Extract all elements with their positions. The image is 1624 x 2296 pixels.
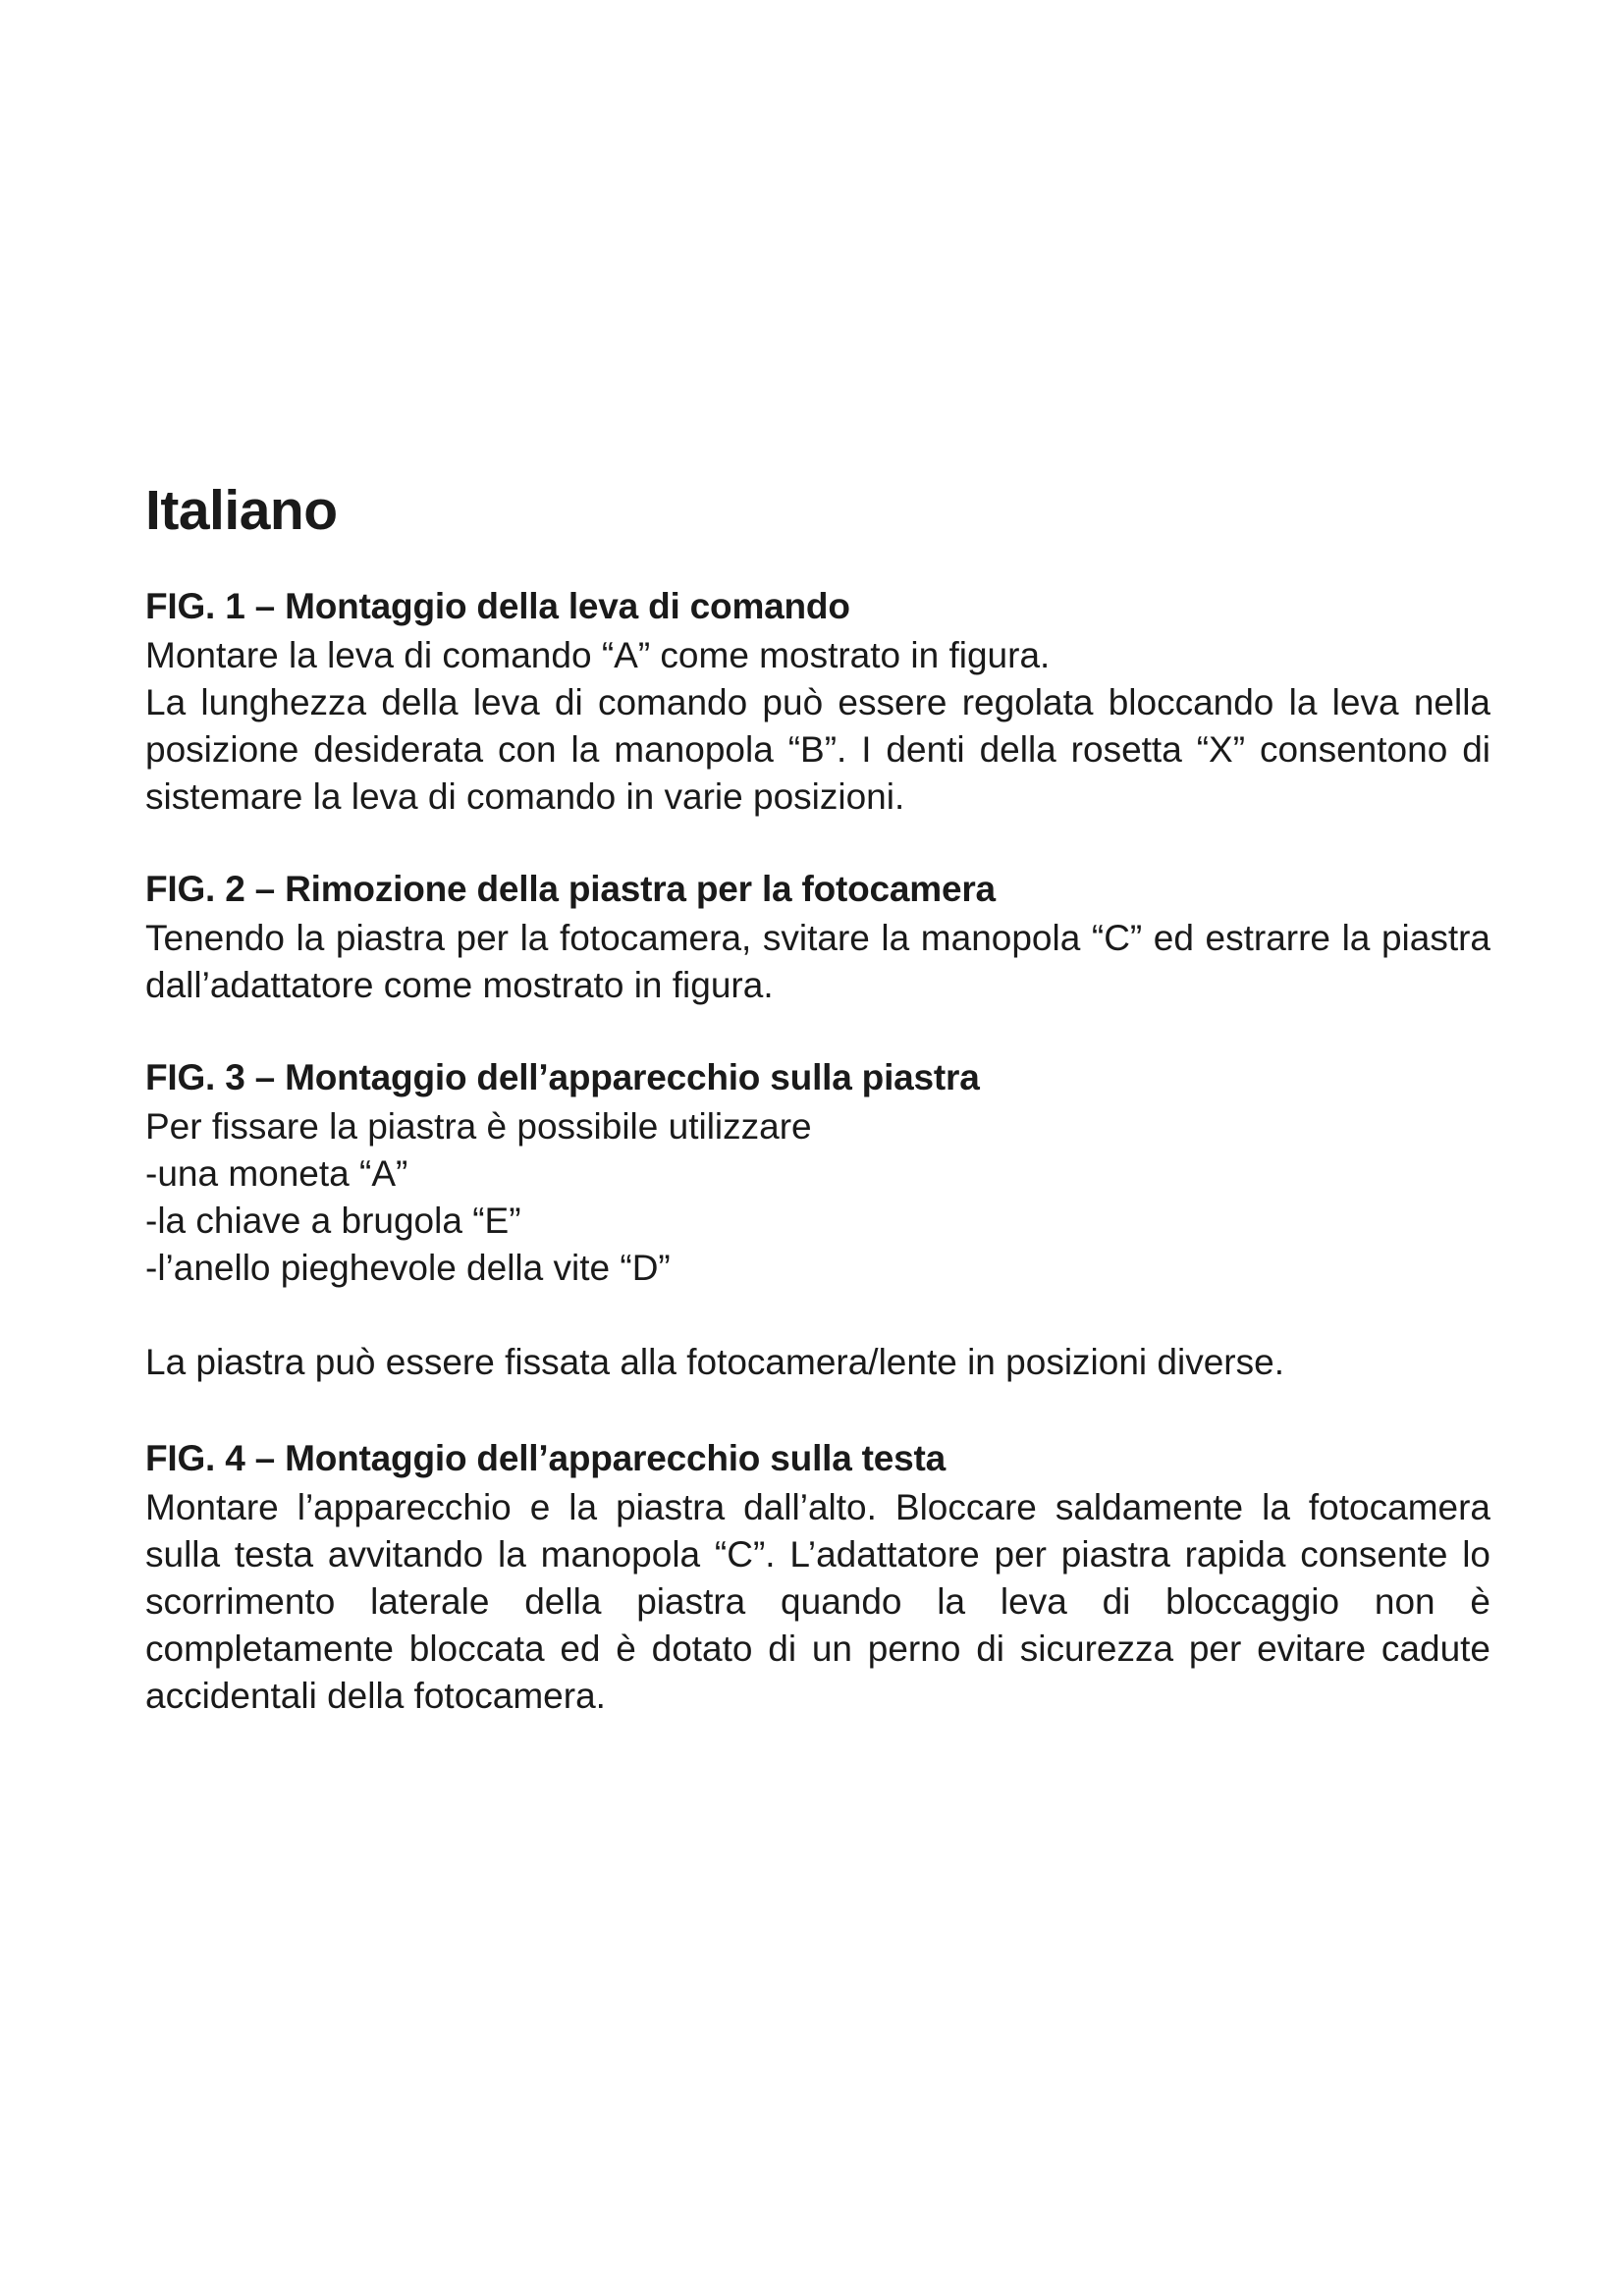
- section-fig-2: [145, 866, 1490, 1009]
- section-paragraph: Montare la leva di comando “A” come mostrato in figura.: [145, 635, 1051, 675]
- paragraph-spacer: [145, 1292, 1490, 1339]
- section-closing: La piastra può essere fissata alla fotocamera/lente in posizioni diverse.: [145, 1342, 1284, 1382]
- list-item: -l’anello pieghevole della vite “D”: [145, 1248, 671, 1288]
- language-title: Italiano: [145, 479, 338, 542]
- section-heading: FIG. 4 – Montaggio dell’apparecchio sulla testa: [145, 1438, 947, 1478]
- section-heading: FIG. 1 – Montaggio della leva di comando: [145, 586, 850, 626]
- section-intro: Per fissare la piastra è possibile utilizzare: [145, 1106, 812, 1147]
- section-paragraph: La lunghezza della leva di comando può essere regolata bloccando la leva nella posizione desiderata con la manopola “B”. I denti della rosetta “X” consentono di sistemare la leva di comando in varie posizioni.: [145, 682, 1490, 817]
- section-fig-3: [145, 1054, 1490, 1386]
- section-fig-1: [145, 583, 1490, 821]
- document-page: [145, 475, 1490, 1765]
- section-heading: FIG. 3 – Montaggio dell’apparecchio sulla piastra: [145, 1057, 980, 1097]
- list-item: -una moneta “A”: [145, 1153, 408, 1194]
- section-paragraph: Tenendo la piastra per la fotocamera, svitare la manopola “C” ed estrarre la piastra dall’adattatore come mostrato in figura.: [145, 918, 1490, 1005]
- list-item: -la chiave a brugola “E”: [145, 1201, 521, 1241]
- section-heading: FIG. 2 – Rimozione della piastra per la fotocamera: [145, 869, 996, 909]
- section-paragraph: Montare l’apparecchio e la piastra dall’alto. Bloccare saldamente la fotocamera sulla testa avvitando la manopola “C”. L’adattatore per piastra rapida consente lo scorrimento laterale della piastra quando la leva di bloccaggio non è completamente bloccata ed è dotato di un perno di sicurezza per evitare cadute accidentali della fotocamera.: [145, 1487, 1490, 1716]
- section-fig-4: [145, 1435, 1490, 1720]
